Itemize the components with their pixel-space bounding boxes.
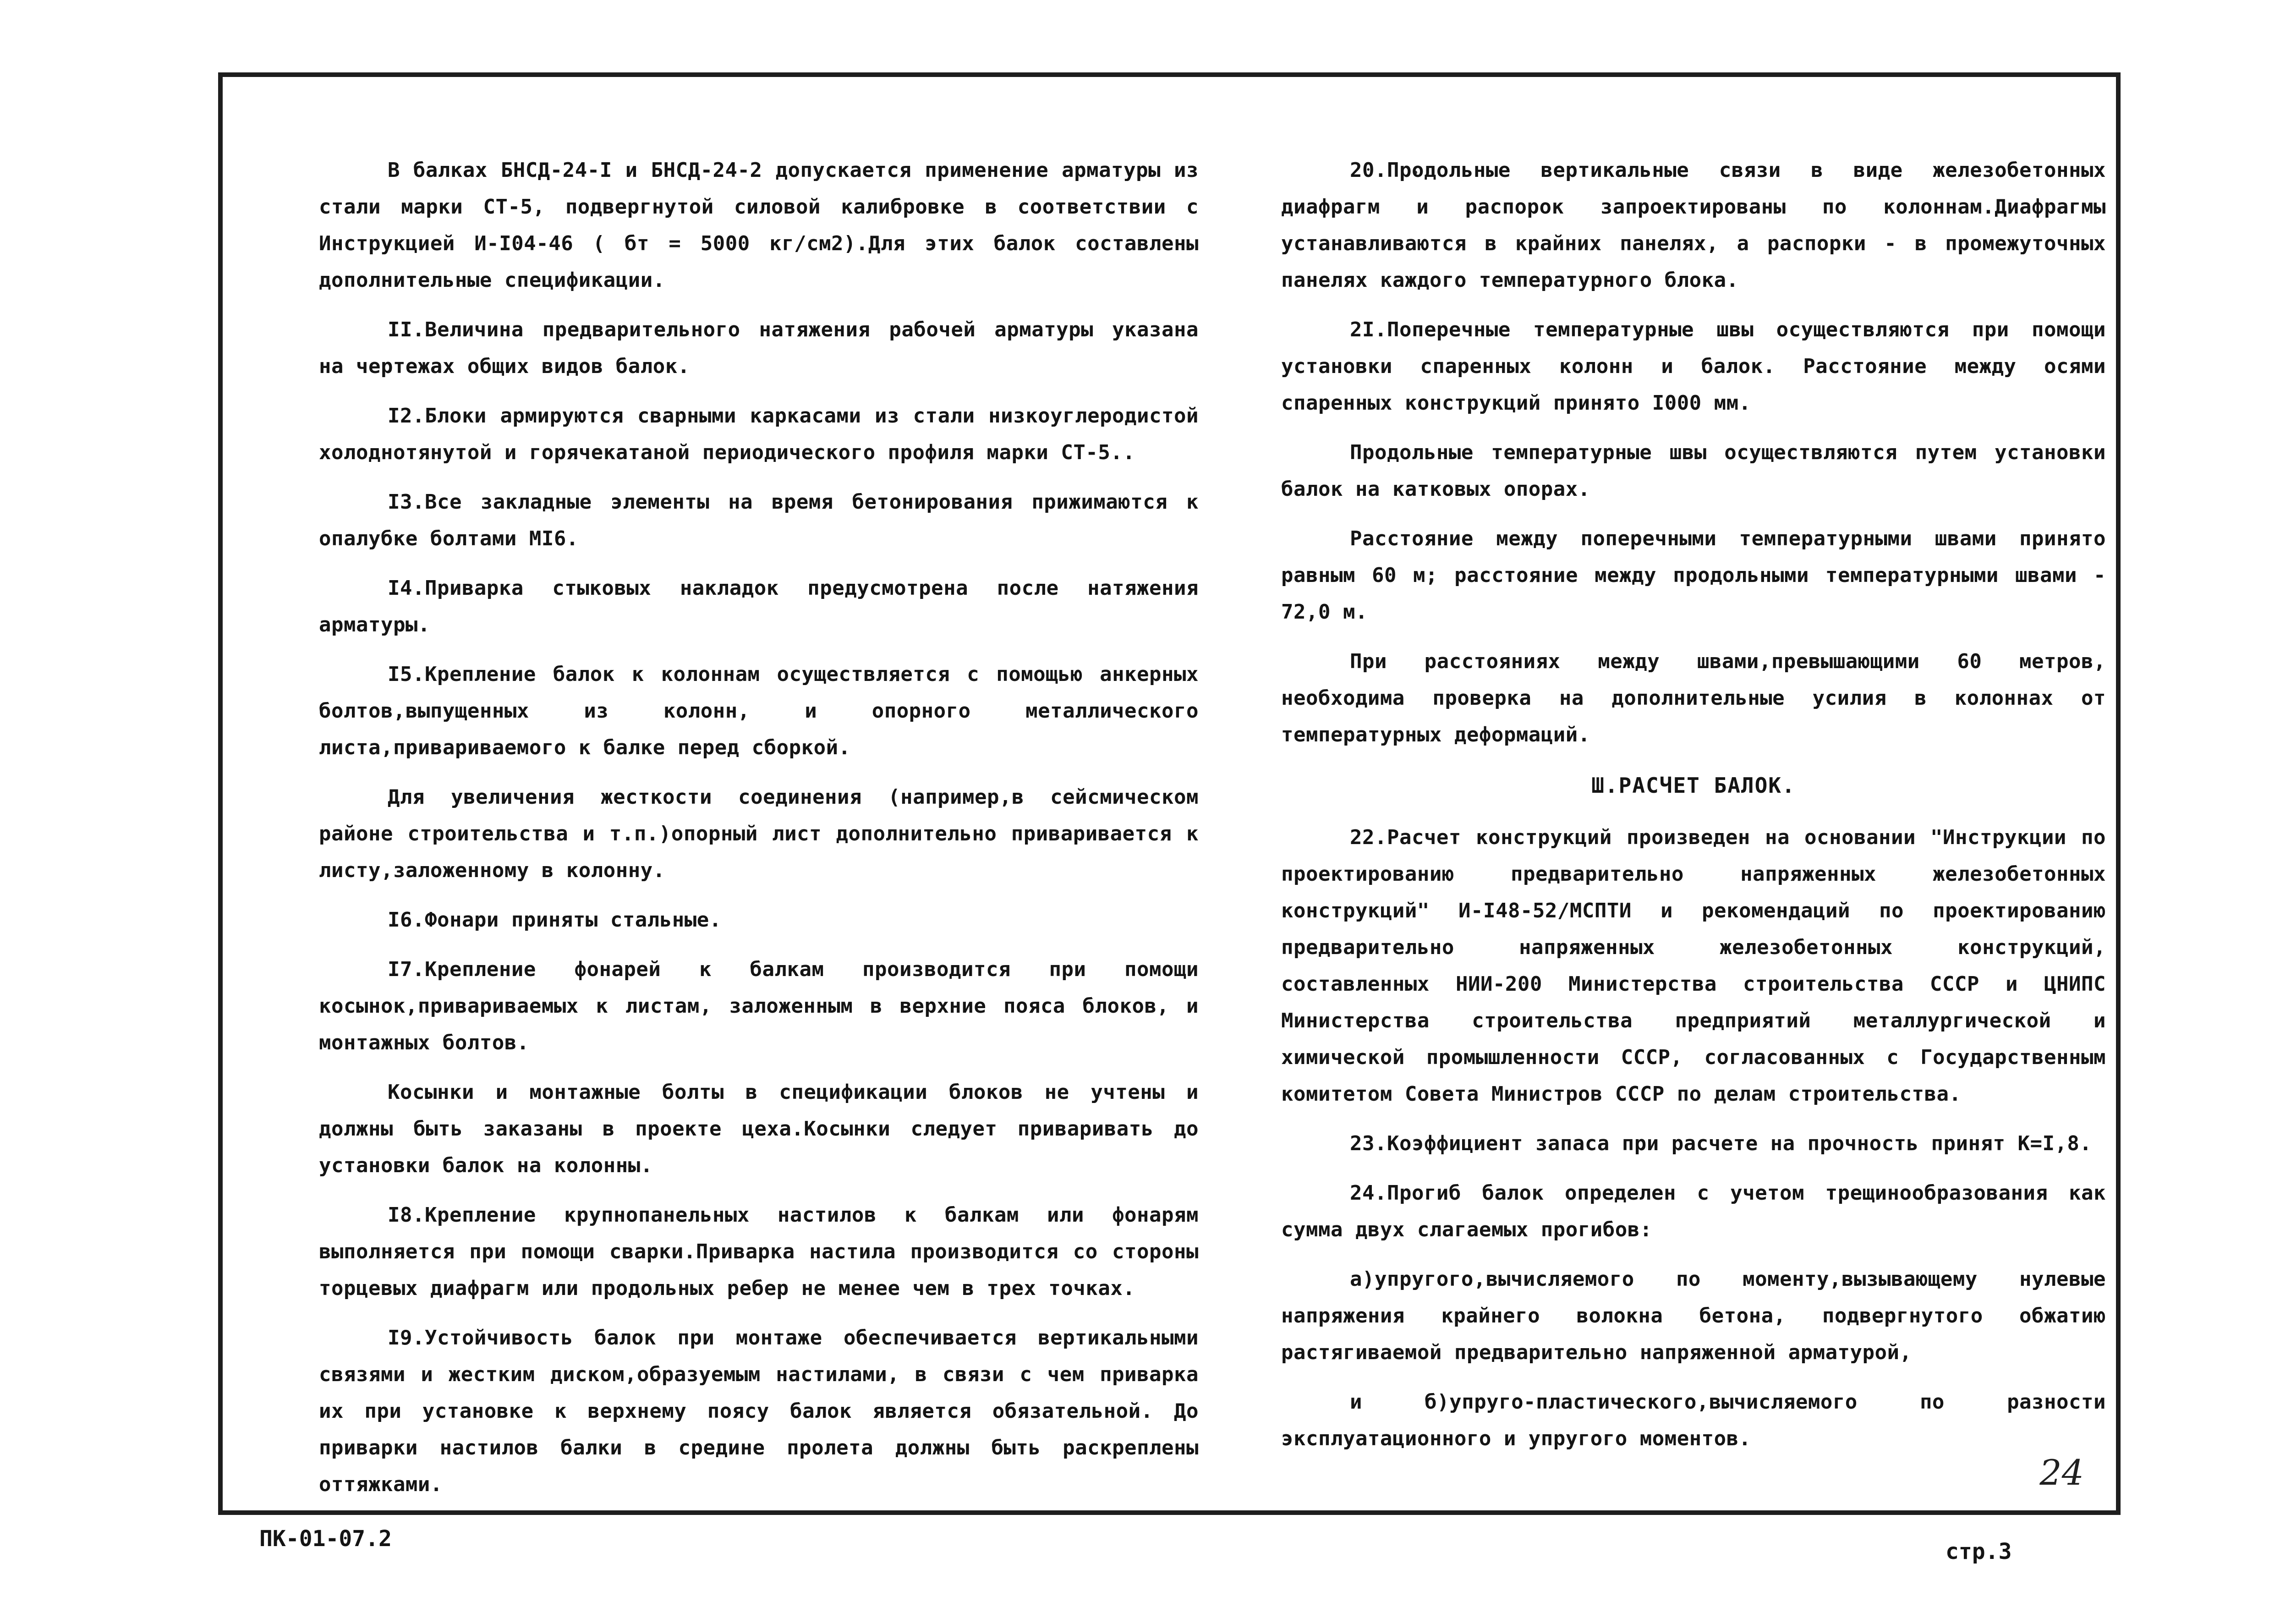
paragraph-21-check: При расстояниях между швами,превышающими 60 метров, необходима проверка на дополнительные усилия в колоннах от температурных деформаций. [1281, 650, 2118, 746]
paragraph-13: I3.Все закладные элементы на время бетонирования прижимаются к опалубке болтами МI6. [319, 490, 1211, 550]
sheet-frame [218, 72, 2121, 1515]
paragraph-23: 23.Коэффициент запаса при расчете на прочность принят К=I,8. [1350, 1132, 2092, 1155]
paragraph-17-continued: Косынки и монтажные болты в спецификации блоков не учтены и должны быть заказаны в проекте цеха.Косынки следует приваривать до установки балок на колонны. [319, 1081, 1211, 1177]
paragraph-24: 24.Прогиб балок определен с учетом трещинообразования как сумма двух слагаемых прогибов: [1281, 1181, 2118, 1241]
paragraph-21-distances: Расстояние между поперечными температурными швами принято равным 60 м; расстояние между продольными температурными швами - 72,0 м. [1281, 527, 2118, 624]
paragraph-12: I2.Блоки армируются сварными каркасами из стали низкоуглеродистой холоднотянутой и горячекатаной периодического профиля марки СТ-5.. [319, 404, 1211, 464]
paragraph-16: I6.Фонари приняты стальные. [388, 908, 722, 932]
paragraph-intro: В балках БНСД-24-I и БНСД-24-2 допускается применение арматуры из стали марки СТ-5, подвергнутой силовой калибровке в соответствии с Инструкцией И-I04-46 ( бт = 5000 кг/см2).Для этих балок составлены дополнительные спецификации. [319, 159, 1211, 292]
paragraph-19: I9.Устойчивость балок при монтаже обеспечивается вертикальными связями и жестким диском,образуемым настилами, в связи с чем приварка их при установке к верхнему поясу балок является обязательной. До приварки настилов балки в средине пролета должны быть раскреплены оттяжками. [319, 1326, 1211, 1496]
left-column [319, 152, 1211, 1516]
paragraph-15-continued: Для увеличения жесткости соединения (например,в сейсмическом районе строительства и т.п.)опорный лист дополнительно приваривается к листу,заложенному в колонну. [319, 785, 1211, 882]
paragraph-21-longitudinal: Продольные температурные швы осуществляются путем установки балок на катковых опорах. [1281, 441, 2118, 501]
paragraph-11: II.Величина предварительного натяжения рабочей арматуры указана на чертежах общих видов балок. [319, 318, 1211, 378]
paragraph-21: 2I.Поперечные температурные швы осуществляются при помощи установки спаренных колонн и балок. Расстояние между осями спаренных конструкций принято I000 мм. [1281, 318, 2118, 415]
paragraph-20: 20.Продольные вертикальные связи в виде железобетонных диафрагм и распорок запроектированы по колоннам.Диафрагмы устанавливаются в крайних панелях, а распорки - в промежуточных панелях каждого температурного блока. [1281, 159, 2118, 292]
right-column [1281, 152, 2118, 1470]
paragraph-17: I7.Крепление фонарей к балкам производится при помощи косынок,привариваемых к листам, заложенным в верхние пояса блоков, и монтажных болтов. [319, 958, 1211, 1054]
handwritten-sheet-number: 24 [2039, 1452, 2084, 1493]
paragraph-24b: и б)упруго-пластического,вычисляемого по разности эксплуатационного и упругого моментов. [1281, 1390, 2118, 1450]
page-label: стр.3 [1946, 1539, 2012, 1564]
paragraph-24a: а)упругого,вычисляемого по моменту,вызывающему нулевые напряжения крайнего волокна бетона, подвергнутого обжатию растягиваемой предварительно напряженной арматурой, [1281, 1267, 2118, 1364]
paragraph-14: I4.Приварка стыковых накладок предусмотрена после натяжения арматуры. [319, 576, 1211, 636]
paragraph-15: I5.Крепление балок к колоннам осуществляется с помощью анкерных болтов,выпущенных из колонн, и опорного металлического листа,привариваемого к балке перед сборкой. [319, 663, 1211, 759]
document-code: ПК-01-07.2 [259, 1526, 392, 1552]
paragraph-22: 22.Расчет конструкций произведен на основании "Инструкции по проектированию предварительно напряженных железобетонных конструкций" И-I48-52/МСПТИ и рекомендаций по проектированию предварительно напряженных железобетонных конструкций, составленных НИИ-200 Министерства строительства СССР и ЦНИПС Министерства строительства предприятий металлургической и химической промышленности СССР, согласованных с Государственным комитетом Совета Министров СССР по делам строительства. [1281, 826, 2118, 1106]
paragraph-18: I8.Крепление крупнопанельных настилов к балкам или фонарям выполняется при помощи сварки.Приварка настила производится со стороны торцевых диафрагм или продольных ребер не менее чем в трех точках. [319, 1203, 1211, 1300]
section-heading: Ш.РАСЧЕТ БАЛОК. [1591, 773, 1796, 798]
